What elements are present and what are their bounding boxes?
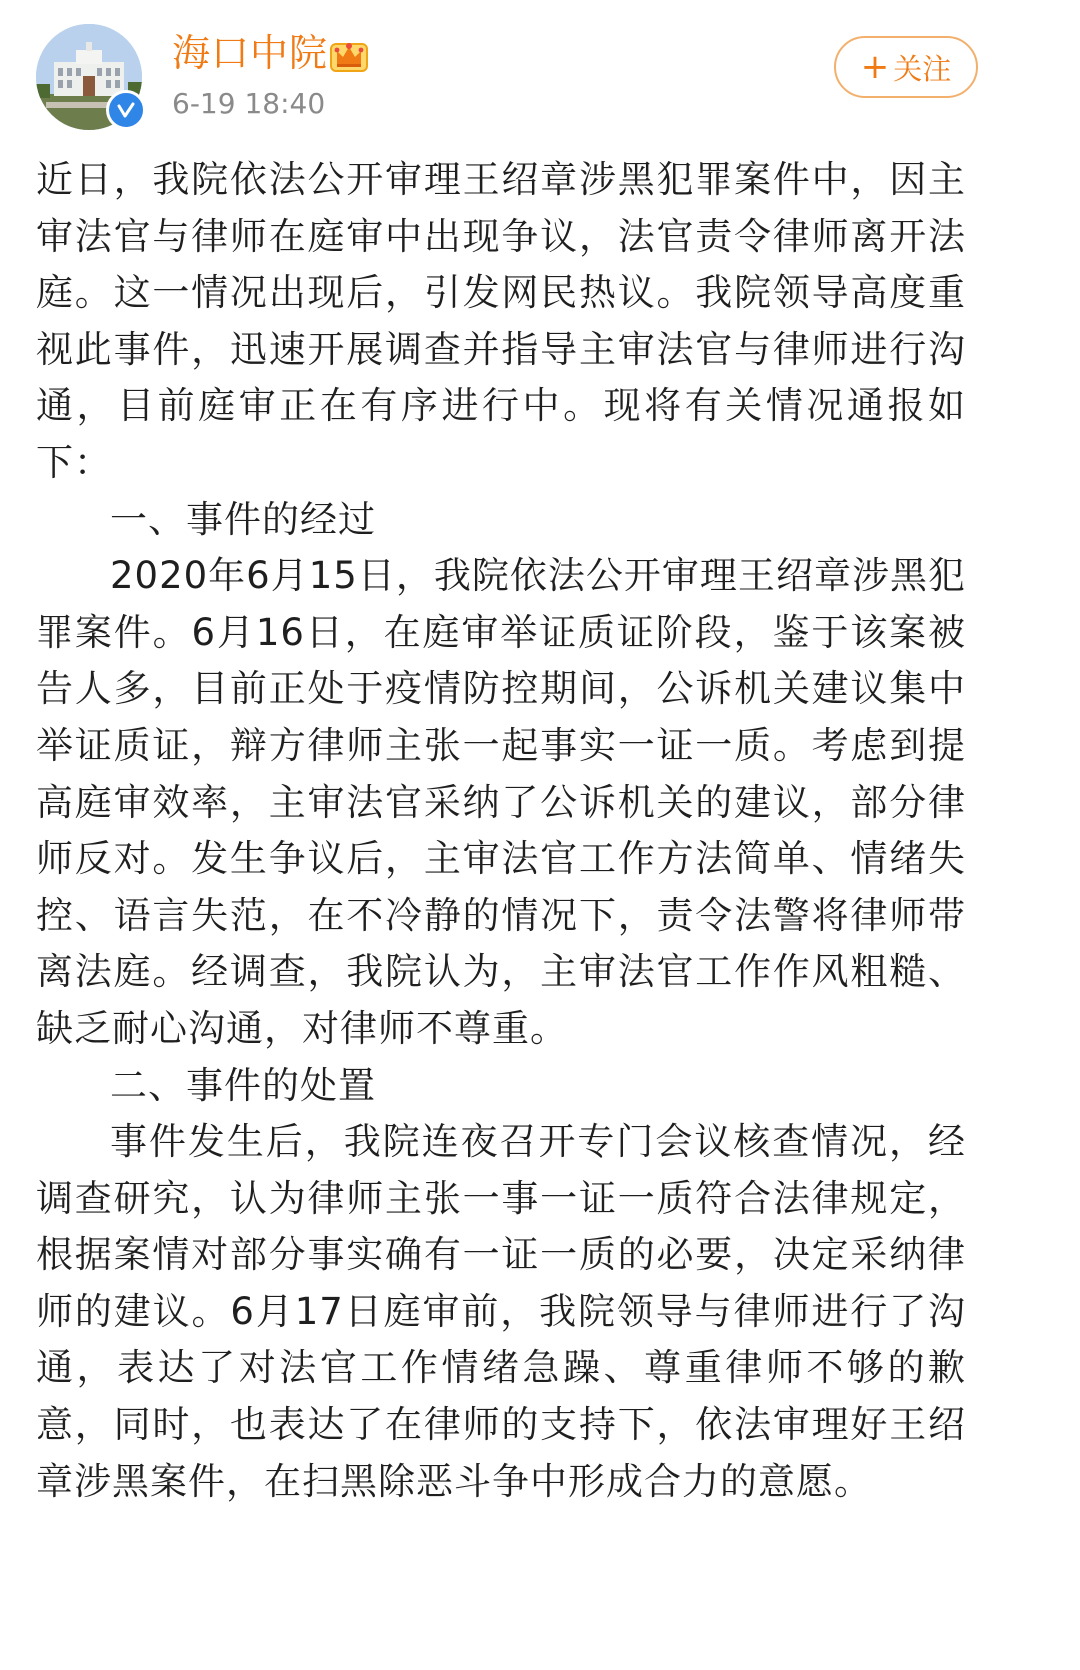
follow-button[interactable] — [834, 36, 978, 98]
post-paragraph: 事件发生后，我院连夜召开专门会议核查情况，经调查研究，认为律师主张一事一证一质符合法律规定，根据案情对部分事实确有一证一质的必要，决定采纳律师的建议。6月17日庭审前，我院领导与律师进行了沟通，表达了对法官工作情绪急躁、尊重律师不够的歉意，同时，也表达了在律师的支持下，依法审理好王绍章涉黑案件，在扫黑除恶斗争中形成合力的意愿。 — [36, 1120, 966, 1503]
section-heading: 一、事件的经过 — [110, 497, 376, 541]
post-paragraph: 近日，我院依法公开审理王绍章涉黑犯罪案件中，因主审法官与律师在庭审中出现争议，法官责令律师离开法庭。这一情况出现后，引发网民热议。我院领导高度重视此事件，迅速开展调查并指导主审法官与律师进行沟通，目前庭审正在有序进行中。现将有关情况通报如下： — [36, 158, 966, 484]
post-header — [0, 0, 1080, 150]
verified-badge-icon — [106, 90, 146, 130]
crown-icon — [328, 34, 370, 74]
post-paragraph: 2020年6月15日，我院依法公开审理王绍章涉黑犯罪案件。6月16日，在庭审举证质证阶段，鉴于该案被告人多，目前正处于疫情防控期间，公诉机关建议集中举证质证，辩方律师主张一起事实一证一质。考虑到提高庭审效率，主审法官采纳了公诉机关的建议，部分律师反对。发生争议后，主审法官工作方法简单、情绪失控、语言失范，在不冷静的情况下，责令法警将律师带离法庭。经调查，我院认为，主审法官工作作风粗糙、缺乏耐心沟通，对律师不尊重。 — [36, 554, 966, 1050]
user-name[interactable]: 海口中院 — [172, 31, 329, 75]
follow-label: 关注 — [893, 51, 952, 86]
section-heading: 二、事件的处置 — [110, 1063, 376, 1107]
avatar[interactable] — [36, 24, 142, 130]
post-time: 6-19 18:40 — [172, 87, 326, 120]
plus-icon: + — [860, 47, 890, 87]
post-content — [36, 152, 966, 1510]
